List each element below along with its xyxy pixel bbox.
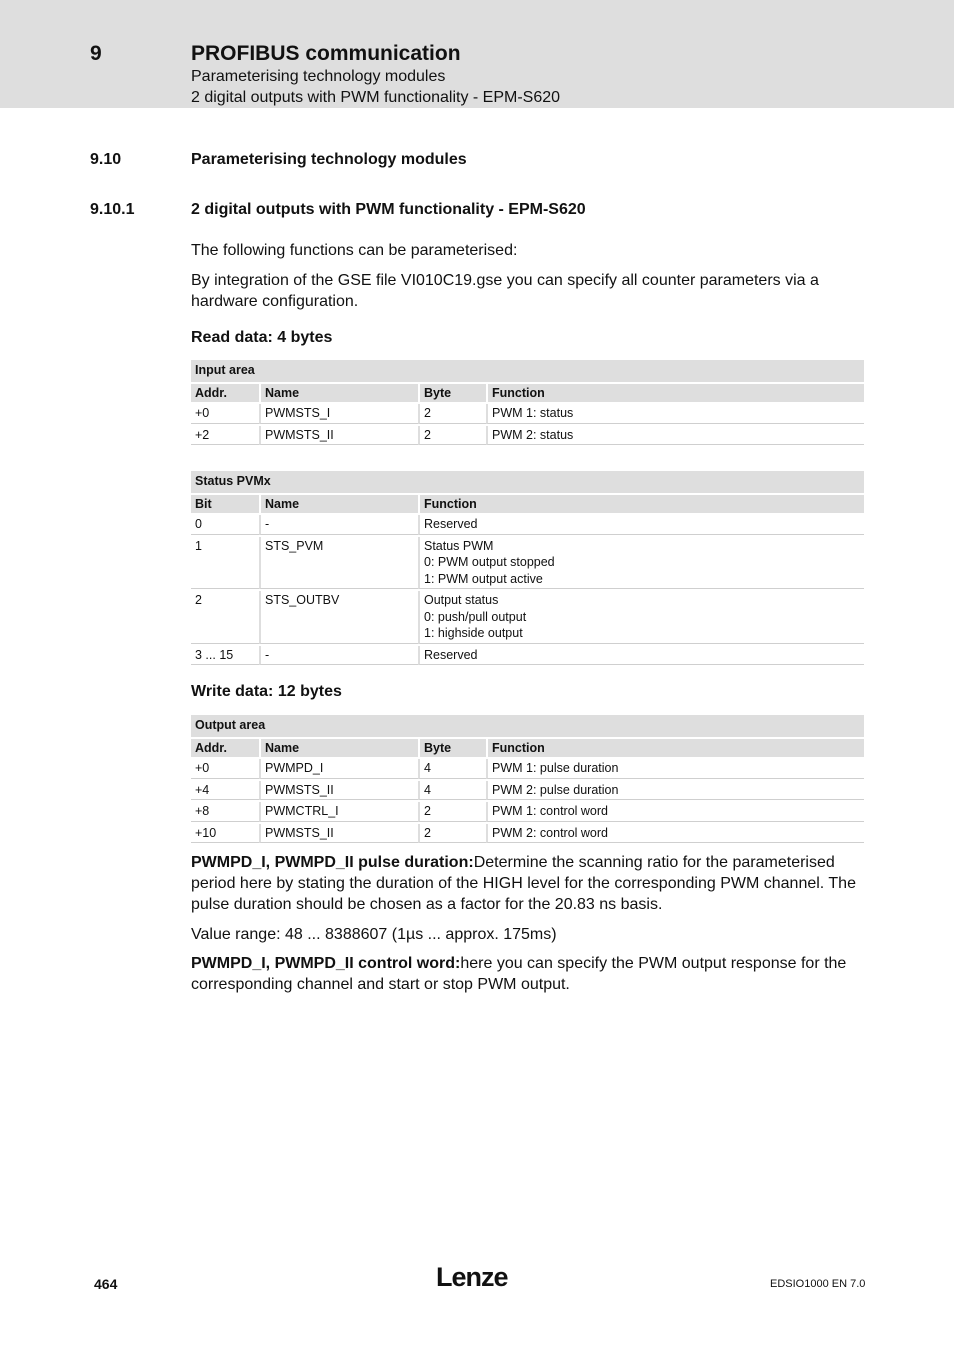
control-word-paragraph	[191, 953, 864, 995]
table-cell: PWM 2: control word	[486, 824, 864, 844]
column-header: Byte	[418, 384, 486, 403]
chapter-subtitle-1: Parameterising technology modules	[191, 68, 446, 85]
column-header: Byte	[418, 739, 486, 758]
table-cell: -	[259, 515, 418, 535]
write-data-heading: Write data: 12 bytes	[191, 683, 342, 700]
table-cell: PWM 2: pulse duration	[486, 781, 864, 801]
table-cell: 3 ... 15	[191, 646, 259, 666]
table-cell: STS_PVM	[259, 537, 418, 590]
function-line: 0: PWM output stopped	[424, 555, 555, 569]
column-header: Addr.	[191, 384, 259, 403]
column-header: Bit	[191, 495, 259, 514]
table-cell: 2	[191, 591, 259, 644]
table-caption: Input area	[191, 360, 864, 382]
table-cell: PWM 1: pulse duration	[486, 759, 864, 779]
intro-paragraph-2: By integration of the GSE file VI010C19.gse you can specify all counter parameters via a hardware configuration.	[191, 272, 819, 310]
table-cell: 1	[191, 537, 259, 590]
input-area-table	[191, 358, 864, 447]
subsection-title: 2 digital outputs with PWM functionality - EPM-S620	[191, 201, 586, 218]
column-header: Name	[259, 495, 418, 514]
function-line: Output status	[424, 593, 499, 607]
table-cell	[418, 646, 864, 666]
table-cell: PWMSTS_II	[259, 426, 418, 446]
table-cell: 4	[418, 781, 486, 801]
table-cell	[418, 537, 864, 590]
function-line: 1: PWM output active	[424, 571, 543, 586]
pulse-duration-text: Determine the scanning ratio for the parameterised period here by stating the duration of the HIGH level for the corresponding PWM channel. The pulse duration should be chosen as a factor for the 20.83 ns basis.	[191, 854, 856, 913]
function-line: Reserved	[424, 517, 478, 531]
table-cell: STS_OUTBV	[259, 591, 418, 644]
table-row	[191, 802, 864, 822]
table-row	[191, 404, 864, 424]
status-pvmx-table	[191, 469, 864, 667]
column-header: Name	[259, 384, 418, 403]
chapter-title: PROFIBUS communication	[191, 42, 461, 65]
table-cell: PWMSTS_II	[259, 824, 418, 844]
table-cell: +10	[191, 824, 259, 844]
page-number: 464	[94, 1276, 118, 1292]
lenze-logo: Lenze	[436, 1262, 508, 1292]
function-line: Status PWM	[424, 538, 494, 553]
table-cell: 2	[418, 802, 486, 822]
table-cell: PWM 1: control word	[486, 802, 864, 822]
table-caption: Output area	[191, 715, 864, 737]
table-cell: +4	[191, 781, 259, 801]
function-line: Reserved	[424, 647, 478, 662]
table-cell: 2	[418, 404, 486, 424]
table-cell: 2	[418, 824, 486, 844]
table-cell: PWMPD_I	[259, 759, 418, 779]
table-cell: 4	[418, 759, 486, 779]
column-header: Name	[259, 739, 418, 758]
table-cell: +8	[191, 802, 259, 822]
table-cell: 0	[191, 515, 259, 535]
column-header: Function	[486, 739, 864, 758]
subsection-number: 9.10.1	[90, 201, 135, 218]
section-title: Parameterising technology modules	[191, 151, 467, 168]
table-row	[191, 824, 864, 844]
table-cell: +0	[191, 404, 259, 424]
table-row	[191, 426, 864, 446]
table-cell: -	[259, 646, 418, 666]
pulse-duration-paragraph	[191, 852, 864, 915]
intro-paragraph-1: The following functions can be parameterised:	[191, 242, 518, 259]
control-word-text: here you can specify the PWM output response for the corresponding channel and start or stop PWM output.	[191, 955, 847, 993]
value-range-paragraph: Value range: 48 ... 8388607 (1µs ... approx. 175ms)	[191, 926, 557, 943]
chapter-subtitle-2: 2 digital outputs with PWM functionality - EPM-S620	[191, 89, 561, 106]
table-cell: PWMSTS_II	[259, 781, 418, 801]
read-data-heading: Read data: 4 bytes	[191, 329, 333, 346]
chapter-number: 9	[90, 42, 102, 65]
table-row	[191, 537, 864, 590]
table-cell: PWM 2: status	[486, 426, 864, 446]
table-cell: +0	[191, 759, 259, 779]
column-header: Addr.	[191, 739, 259, 758]
table-row	[191, 759, 864, 779]
table-cell: PWMSTS_I	[259, 404, 418, 424]
function-line: 0: push/pull output	[424, 609, 527, 624]
document-id: EDSIO1000 EN 7.0	[770, 1278, 866, 1290]
column-header: Function	[486, 384, 864, 403]
table-cell: PWMCTRL_I	[259, 802, 418, 822]
function-line: 1: highside output	[424, 626, 523, 640]
table-row	[191, 515, 864, 535]
table-row	[191, 646, 864, 666]
table-cell: +2	[191, 426, 259, 446]
table-row	[191, 591, 864, 644]
column-header: Function	[418, 495, 864, 514]
table-caption: Status PVMx	[191, 471, 864, 493]
table-row	[191, 781, 864, 801]
table-cell	[418, 591, 864, 644]
control-word-term: PWMPD_I, PWMPD_II control word:	[191, 955, 461, 972]
table-cell: 2	[418, 426, 486, 446]
section-number: 9.10	[90, 151, 122, 168]
output-area-table	[191, 713, 864, 845]
table-cell	[418, 515, 864, 535]
pulse-duration-term: PWMPD_I, PWMPD_II pulse duration:	[191, 854, 474, 871]
table-cell: PWM 1: status	[486, 404, 864, 424]
